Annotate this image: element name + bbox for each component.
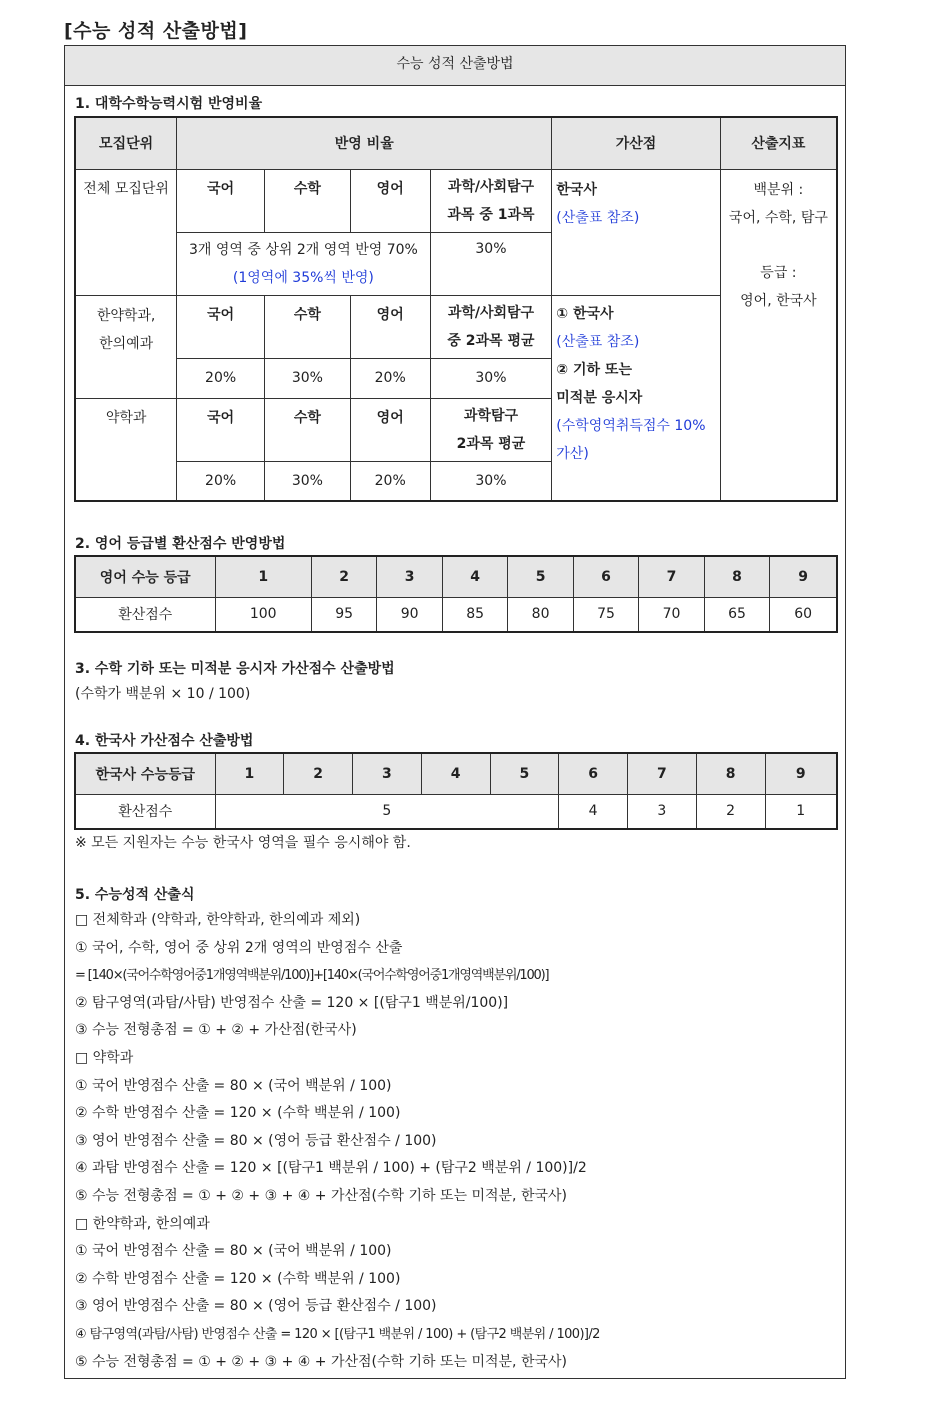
- subject-math: 수학: [265, 169, 351, 232]
- grade-cell: 9: [765, 753, 837, 794]
- formula-line: ② 수학 반영점수 산출 = 120 × (수학 백분위 / 100): [75, 1270, 401, 1287]
- history-grade-label: 한국사 수능등급: [75, 753, 215, 794]
- score-cell: 65: [704, 597, 769, 632]
- subject-korean: 국어: [177, 398, 265, 461]
- english-grade-label: 영어 수능 등급: [75, 556, 215, 597]
- ratio-value: 20%: [177, 358, 265, 398]
- score-cell: 90: [377, 597, 442, 632]
- formula-line: □ 전체학과 (약학과, 한약학과, 한의예과 제외): [75, 912, 361, 928]
- header-ratio: 반영 비율: [177, 117, 552, 169]
- unit-oriental: 한약학과, 한의예과: [75, 295, 177, 398]
- subject-science: 과학/사회탐구 과목 중 1과목: [430, 169, 552, 232]
- unit-pharmacy: 약학과: [75, 398, 177, 501]
- score-cell: 80: [508, 597, 573, 632]
- score-cell: 75: [573, 597, 638, 632]
- formula-line: ④ 탐구영역(과탐/사탐) 반영점수 산출 = 120 × [(탐구1 백분위 / 100) + (탐구2 백분위 / 100)]/2: [75, 1326, 600, 1342]
- grade-cell: 2: [311, 556, 376, 597]
- index-cell: 백분위 : 국어, 수학, 탐구 등급 : 영어, 한국사: [720, 169, 837, 501]
- formula-line: ① 국어 반영점수 산출 = 80 × (국어 백분위 / 100): [75, 1077, 392, 1094]
- content-frame: [64, 45, 846, 1379]
- grade-cell: 3: [377, 556, 442, 597]
- formula-line: ① 국어 반영점수 산출 = 80 × (국어 백분위 / 100): [75, 1243, 392, 1260]
- formula-line: □ 한약학과, 한의예과: [75, 1215, 210, 1232]
- formula-line: ③ 영어 반영점수 산출 = 80 × (영어 등급 환산점수 / 100): [75, 1298, 437, 1315]
- score-cell: 1: [765, 794, 837, 829]
- section5-title: 5. 수능성적 산출식: [75, 887, 195, 903]
- subject-korean: 국어: [177, 169, 265, 232]
- formula-line: ④ 과탐 반영점수 산출 = 120 × [(탐구1 백분위 / 100) + (탐구2 백분위 / 100)]/2: [75, 1160, 587, 1177]
- english-grade-table: [74, 555, 838, 633]
- korean-history-table: [74, 752, 838, 830]
- unit-all: 전체 모집단위: [75, 169, 177, 295]
- ratio-value: 20%: [177, 461, 265, 501]
- page-title: [수능 성적 산출방법]: [64, 20, 248, 42]
- grade-cell: 4: [442, 556, 507, 597]
- bonus-specific: ① 한국사 (산출표 참조) ② 기하 또는 미적분 응시자 (수학영역취득점수 10% 가산): [552, 295, 721, 501]
- score-cell: 85: [442, 597, 507, 632]
- score-cell: 4: [559, 794, 628, 829]
- converted-score-label: 환산점수: [75, 597, 215, 632]
- header-index: 산출지표: [720, 117, 837, 169]
- grade-cell: 2: [284, 753, 353, 794]
- bonus-all: 한국사 (산출표 참조): [552, 169, 721, 295]
- subject-science: 과학/사회탐구 중 2과목 평균: [430, 295, 552, 358]
- formula-line: = [140×(국어수학영어중1개영역백분위/100)]+[140×(국어수학영어중1개영역백분위/100)]: [75, 968, 549, 984]
- grade-cell: 6: [559, 753, 628, 794]
- subject-english: 영어: [350, 398, 430, 461]
- section3-title: 3. 수학 기하 또는 미적분 응시자 가산점수 산출방법: [75, 661, 395, 677]
- grade-cell: 7: [628, 753, 697, 794]
- score-cell: 70: [639, 597, 704, 632]
- subject-english: 영어: [350, 169, 430, 232]
- score-cell-merged: 5: [215, 794, 559, 829]
- header-bonus: 가산점: [552, 117, 721, 169]
- math-bonus-formula: (수학가 백분위 × 10 / 100): [75, 686, 251, 702]
- score-cell: 100: [215, 597, 311, 632]
- ratio-value: 30%: [265, 358, 351, 398]
- ratio-value: 20%: [350, 461, 430, 501]
- ratio-table: [74, 116, 838, 502]
- subject-science: 과학탐구 2과목 평균: [430, 398, 552, 461]
- grade-cell: 7: [639, 556, 704, 597]
- score-cell: 2: [696, 794, 765, 829]
- ratio-value: 30%: [430, 461, 552, 501]
- subject-korean: 국어: [177, 295, 265, 358]
- grade-cell: 8: [696, 753, 765, 794]
- score-cell: 60: [770, 597, 837, 632]
- ratio-value: 30%: [430, 358, 552, 398]
- header-unit: 모집단위: [75, 117, 177, 169]
- formula-line: ③ 영어 반영점수 산출 = 80 × (영어 등급 환산점수 / 100): [75, 1132, 437, 1149]
- formula-line: □ 약학과: [75, 1049, 134, 1066]
- ratio-all-science: 30%: [430, 232, 552, 295]
- ratio-value: 20%: [350, 358, 430, 398]
- grade-cell: 9: [770, 556, 837, 597]
- subject-math: 수학: [265, 398, 351, 461]
- frame-header: 수능 성적 산출방법: [65, 46, 845, 86]
- formula-list: [75, 907, 600, 1376]
- grade-cell: 1: [215, 556, 311, 597]
- section4-title: 4. 한국사 가산점수 산출방법: [75, 733, 254, 749]
- formula-line: ② 탐구영역(과탐/사탐) 반영점수 산출 = 120 × [(탐구1 백분위/100)]: [75, 994, 509, 1011]
- formula-line: ② 수학 반영점수 산출 = 120 × (수학 백분위 / 100): [75, 1105, 401, 1122]
- history-note: ※ 모든 지원자는 수능 한국사 영역을 필수 응시해야 함.: [75, 835, 411, 851]
- grade-cell: 1: [215, 753, 284, 794]
- formula-line: ⑤ 수능 전형총점 = ① + ② + ③ + ④ + 가산점(수학 기하 또는 미적분, 한국사): [75, 1353, 567, 1370]
- score-cell: 95: [311, 597, 376, 632]
- ratio-value: 30%: [265, 461, 351, 501]
- grade-cell: 8: [704, 556, 769, 597]
- score-cell: 3: [628, 794, 697, 829]
- grade-cell: 5: [508, 556, 573, 597]
- grade-cell: 5: [490, 753, 559, 794]
- grade-cell: 3: [353, 753, 422, 794]
- section2-title: 2. 영어 등급별 환산점수 반영방법: [75, 536, 286, 552]
- formula-line: ⑤ 수능 전형총점 = ① + ② + ③ + ④ + 가산점(수학 기하 또는 미적분, 한국사): [75, 1187, 567, 1204]
- grade-cell: 4: [421, 753, 490, 794]
- ratio-all: 3개 영역 중 상위 2개 영역 반영 70% (1영역에 35%씩 반영): [177, 232, 430, 295]
- subject-math: 수학: [265, 295, 351, 358]
- converted-score-label: 환산점수: [75, 794, 215, 829]
- formula-line: ① 국어, 수학, 영어 중 상위 2개 영역의 반영점수 산출: [75, 939, 403, 956]
- grade-cell: 6: [573, 556, 638, 597]
- section1-title: 1. 대학수학능력시험 반영비율: [75, 96, 263, 112]
- formula-line: ③ 수능 전형총점 = ① + ② + 가산점(한국사): [75, 1022, 357, 1039]
- subject-english: 영어: [350, 295, 430, 358]
